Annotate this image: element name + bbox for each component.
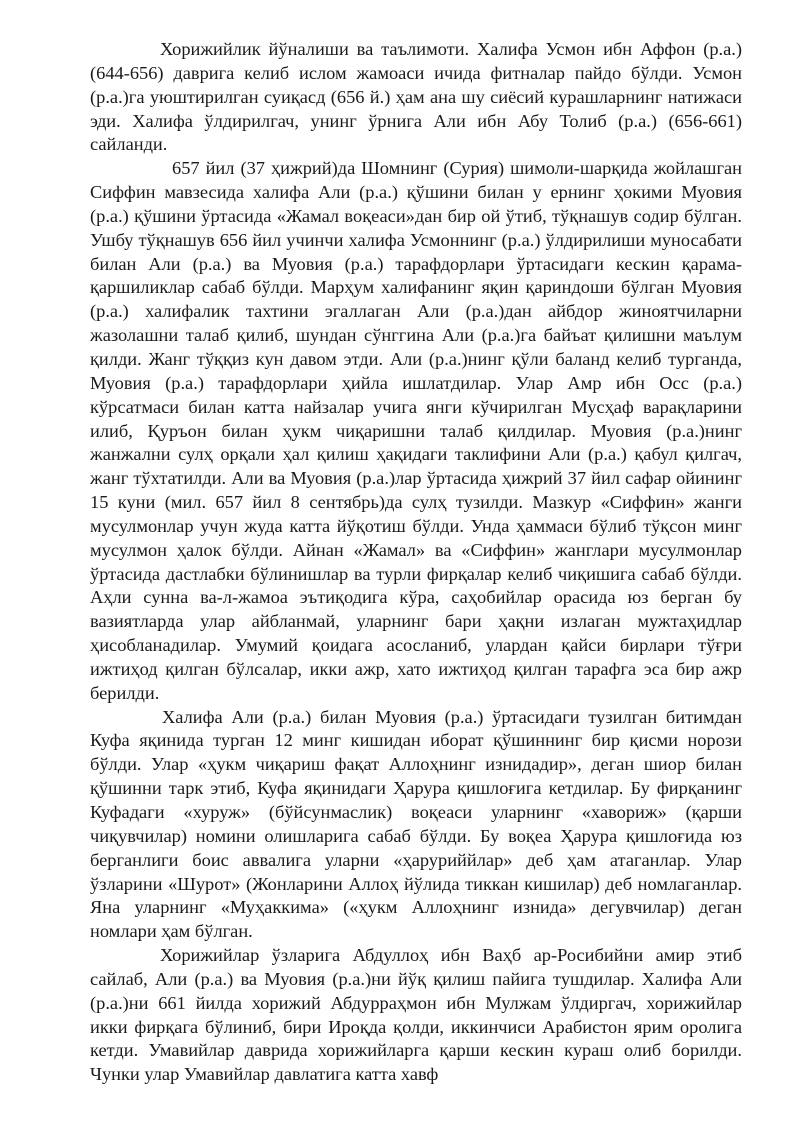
paragraph-siffin-battle: 657 йил (37 ҳижрий)да Шомнинг (Сурия) шимоли-шарқида жойлашган Сиффин мавзесида халифа Али (р.а.) қўшини билан у ернинг ҳокими Муовия (р.а.) қўшини ўртасида «Жамал воқеаси»дан бир ой ўтиб, тўқнашув содир бўлган. Ушбу тўқнашув 656 йил учинчи халифа Усмоннинг (р.а.) ўлдирилиши муносабати билан Али (р.а.) ва Муовия (р.а.) тарафдорлари ўртасидаги кескин қарама-қаршиликлар сабаб бўлди. Марҳум халифанинг яқин қариндоши бўлган Муовия (р.а.) халифалик тахтини эгаллаган Али (р.а.)дан айбдор жиноятчиларни жазолашни талаб қилиб, шундан сўнггина Али (р.а.)га байъат қилишни маълум қилди. Жанг тўққиз кун давом этди. Али (р.а.)нинг қўли баланд келиб турганда, Муовия (р.а.) тарафдорлари ҳийла ишлатдилар. Улар Амр ибн Осс (р.а.) кўрсатмаси билан катта найзалар учига янги кўчирилган Мусҳаф варақларини илиб, Қуръон билан ҳукм чиқаришни талаб қилдилар. Муовия (р.а.)нинг жанжални сулҳ орқали ҳал қилиш ҳақидаги таклифини Али (р.а.) қабул қилгач, жанг тўхтатилди. Али ва Муовия (р.а.)лар ўртасида ҳижрий 37 йил сафар ойининг 15 куни (мил. 657 йил 8 сентябрь)да сулҳ тузилди. Мазкур «Сиффин» жанги мусулмонлар учун жуда катта йўқотиш бўлди. Унда ҳаммаси бўлиб тўқсон минг мусулмон ҳалок бўлди. Айнан «Жамал» ва «Сиффин» жанглари мусулмонлар ўртасида дастлабки бўлинишлар ва турли фирқалар келиб чиқишига сабаб бўлди. Аҳли сунна ва-л-жамоа эътиқодига кўра, саҳобийлар орасида юз берган бу вазиятларда улар айбланмай, уларнинг бари ҳақни излаган мужтаҳидлар ҳисобланадилар. Умумий қоидага асосланиб, улардан қайси бирлари тўғри ижтиҳод қилган бўлсалар, икки ажр, хато ижтиҳод қилган тарафга эса бир ажр берилди.: [90, 158, 742, 703]
document-page: [90, 38, 742, 1087]
paragraph-kharijites-intro: Хорижийлик йўналиши ва таълимоти. Халифа Усмон ибн Аффон (р.а.) (644-656) даврига келиб ислом жамоаси ичида фитналар пайдо бўлди. Усмон (р.а.)га уюштирилган суиқасд (656 й.) ҳам ана шу сиёсий курашларнинг натижаси эди. Халифа ўлдирилгач, унинг ўрнига Али ибн Абу Толиб (р.а.) (656-661) сайланди.: [90, 39, 742, 155]
paragraph-kufa-dissent: Халифа Али (р.а.) билан Муовия (р.а.) ўртасидаги тузилган битимдан Куфа яқинида турган 12 минг кишидан иборат қўшиннинг бир қисми норози бўлди. Улар «ҳукм чиқариш фақат Аллоҳнинг изнидадир», деган шиор билан қўшинни тарк этиб, Куфа яқинидаги Ҳарура қишлоғига кетдилар. Бу фирқанинг Куфадаги «хуруж» (бўйсунмаслик) воқеаси уларнинг «хавориж» (қарши чиқувчилар) номини олишларига сабаб бўлди. Бу воқеа Ҳарура қишлоғида юз берганлиги боис аввалига уларни «ҳаруриййлар» деб ҳам атаганлар. Улар ўзларини «Шурот» (Жонларини Аллоҳ йўлида тиккан кишилар) деб номлаганлар. Яна уларнинг «Муҳаккима» («ҳукм Аллоҳнинг изнида» дегувчилар) деган номлари ҳам бўлган.: [90, 706, 742, 942]
paragraph-kharijite-split: Хорижийлар ўзларига Абдуллоҳ ибн Ваҳб ар-Росибийни амир этиб сайлаб, Али (р.а.) ва Муовия (р.а.)ни йўқ қилиш пайига тушдилар. Халифа Али (р.а.)ни 661 йилда хорижий Абдурраҳмон ибн Мулжам ўлдиргач, хорижийлар икки фирқага бўлиниб, бири Ироқда қолди, иккинчиси Арабистон ярим оролига кетди. Умавийлар даврида хорижийларга қарши кескин кураш олиб борилди. Чунки улар Умавийлар давлатига катта хавф: [90, 945, 742, 1085]
